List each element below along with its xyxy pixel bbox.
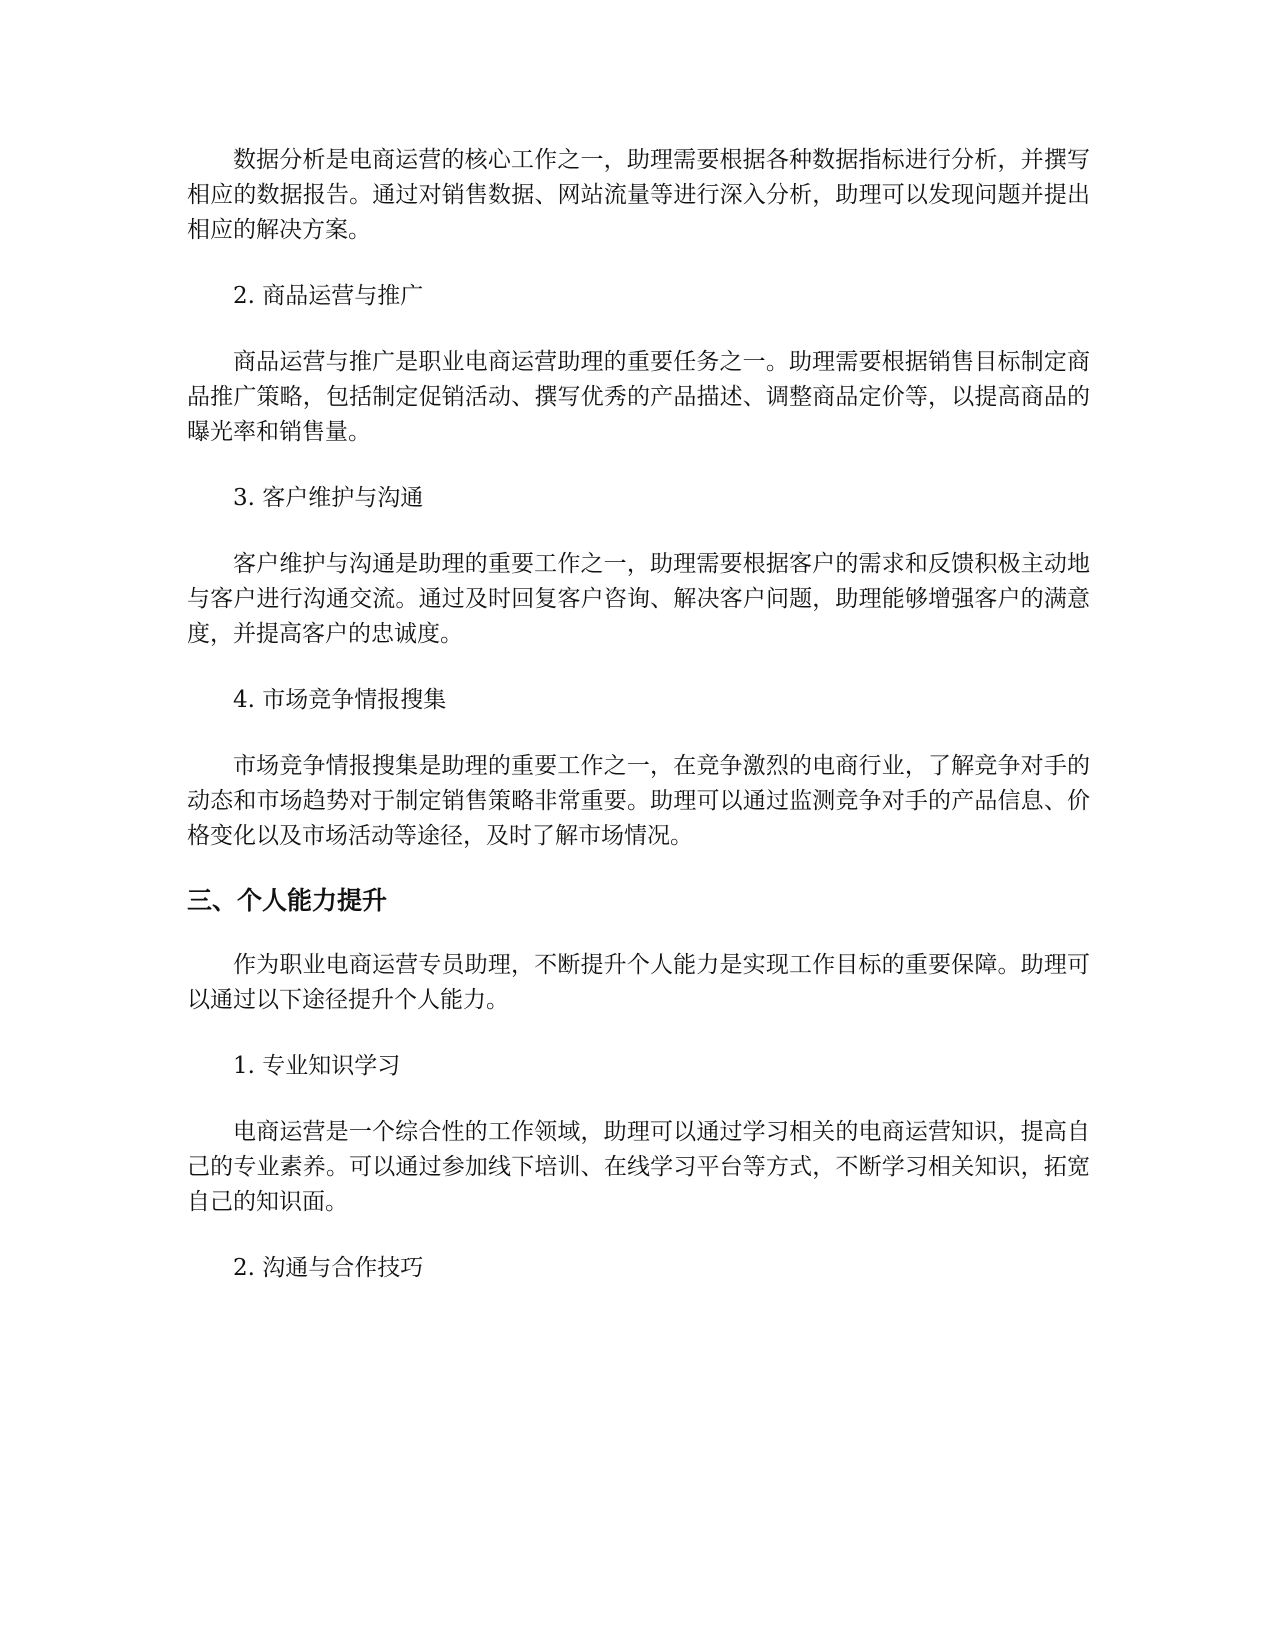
section-heading-personal-ability: 三、个人能力提升	[187, 886, 388, 915]
list-heading-professional-learning: 1. 专业知识学习	[233, 1053, 401, 1079]
paragraph-product-operation: 商品运营与推广是职业电商运营助理的重要任务之一。助理需要根据销售目标制定商品推广策略，包括制定促销活动、撰写优秀的产品描述、调整商品定价等，以提高商品的曝光率和销售量。	[187, 349, 1090, 445]
paragraph-data-analysis: 数据分析是电商运营的核心工作之一，助理需要根据各种数据指标进行分析，并撰写相应的数据报告。通过对销售数据、网站流量等进行深入分析，助理可以发现问题并提出相应的解决方案。	[187, 147, 1090, 243]
list-heading-product-operation: 2. 商品运营与推广	[233, 283, 424, 309]
paragraph-personal-ability-intro: 作为职业电商运营专员助理，不断提升个人能力是实现工作目标的重要保障。助理可以通过以下途径提升个人能力。	[187, 952, 1090, 1013]
paragraph-customer-maintenance: 客户维护与沟通是助理的重要工作之一，助理需要根据客户的需求和反馈积极主动地与客户进行沟通交流。通过及时回复客户咨询、解决客户问题，助理能够增强客户的满意度，并提高客户的忠诚度。	[187, 551, 1090, 647]
paragraph-market-intelligence: 市场竞争情报搜集是助理的重要工作之一，在竞争激烈的电商行业，了解竞争对手的动态和市场趋势对于制定销售策略非常重要。助理可以通过监测竞争对手的产品信息、价格变化以及市场活动等途径，及时了解市场情况。	[187, 753, 1090, 849]
list-heading-market-intelligence: 4. 市场竞争情报搜集	[233, 687, 447, 713]
list-heading-communication-skills: 2. 沟通与合作技巧	[233, 1255, 424, 1281]
document-page	[187, 143, 1090, 1286]
paragraph-professional-learning: 电商运营是一个综合性的工作领域，助理可以通过学习相关的电商运营知识，提高自己的专业素养。可以通过参加线下培训、在线学习平台等方式，不断学习相关知识，拓宽自己的知识面。	[187, 1119, 1090, 1215]
list-heading-customer-maintenance: 3. 客户维护与沟通	[233, 485, 424, 511]
